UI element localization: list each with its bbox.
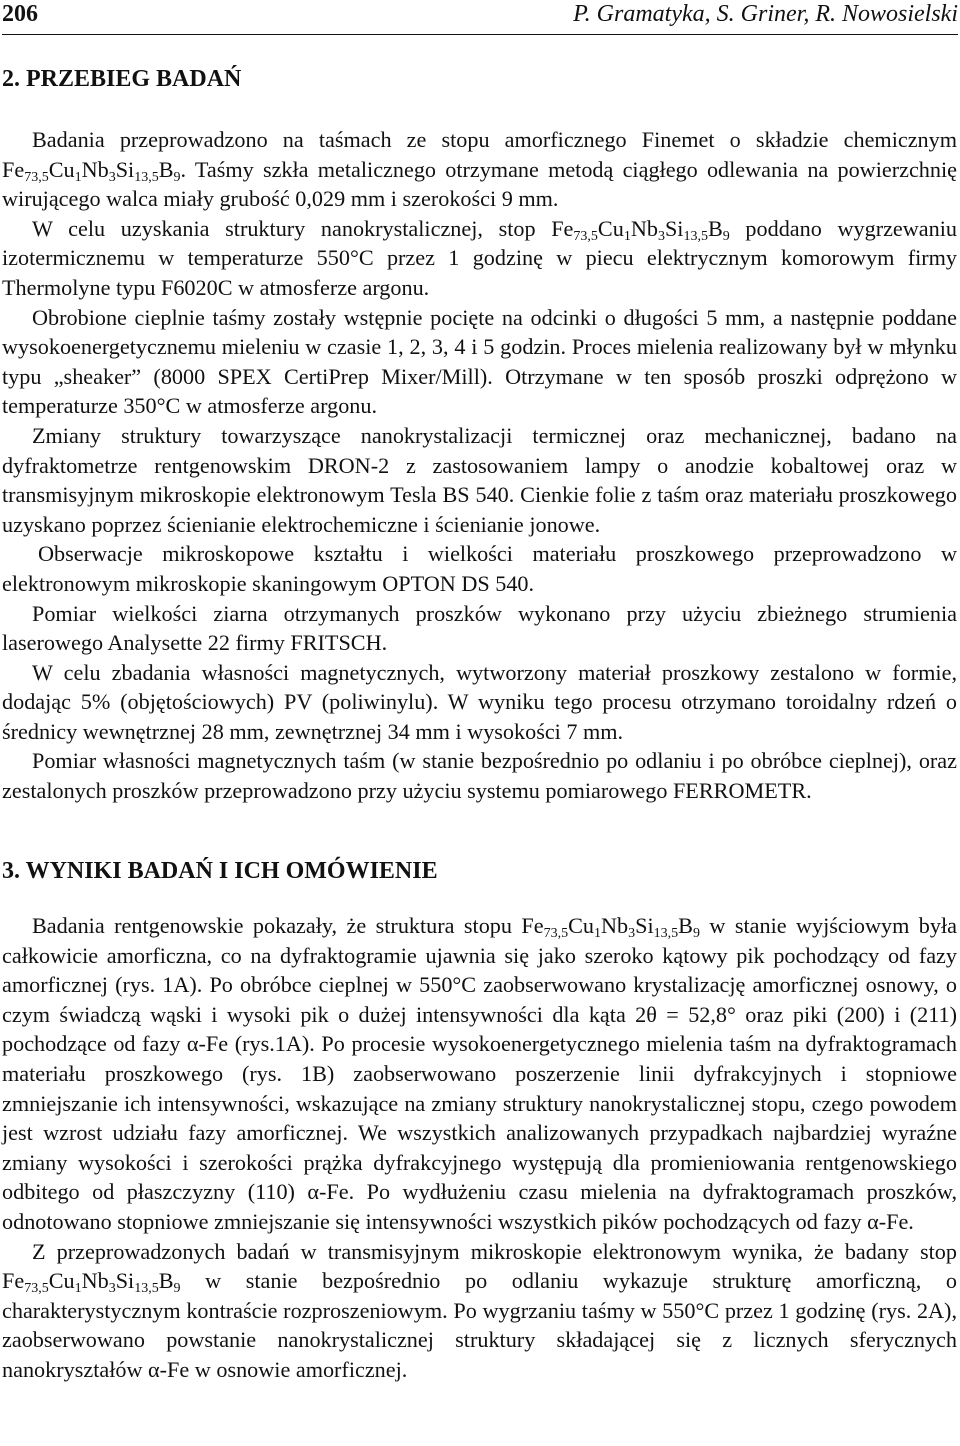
section-heading-results: 3. WYNIKI BADAŃ I ICH OMÓWIENIE <box>2 858 438 884</box>
paragraph: Badania przeprowadzono na taśmach ze stopu amorficznego Finemet o składzie chemicznym $Fe_{73,5}Cu_1Nb_3Si_{13,5}B_9$. Taśmy szkła metalicznego otrzymane metodą ciągłego odlewania na powierzchnię wirującego walca miały grubość 0,029 mm i szerokości 9 mm. <box>2 127 957 212</box>
paragraph: Obserwacje mikroskopowe kształtu i wielkości materiału proszkowego przeprowadzono w elektronowym mikroskopie skaningowym OPTON DS 540. <box>2 541 957 596</box>
section-body-results <box>2 911 957 1385</box>
paragraph: Obrobione cieplnie taśmy zostały wstępnie pocięte na odcinki o długości 5 mm, a następnie poddane wysokoenergetycznemu mieleniu w czasie 1, 2, 3, 4 i 5 godzin. Proces mielenia realizowany był w młynku typu „sheaker” (8000 SPEX CertiPrep Mixer/Mill). Otrzymane w ten sposób proszki odprężono w temperaturze 350°C w atmosferze argonu. <box>2 304 957 419</box>
paragraph: Pomiar własności magnetycznych taśm (w stanie bezpośrednio po odlaniu i po obróbce cieplnej), oraz zestalonych proszków przeprowadzono przy użyciu systemu pomiarowego FERROMETR. <box>2 748 957 804</box>
paragraph: W celu zbadania własności magnetycznych, wytworzony materiał proszkowy zestalono w formie, dodając 5% (objętościowych) PV (poliwinylu). W wyniku tego procesu otrzymano toroidalny rdzeń o średnicy wewnętrznej 28 mm, zewnętrznej 34 mm i wysokości 7 mm. <box>2 659 957 744</box>
paragraph: Z przeprowadzonych badań w transmisyjnym mikroskopie elektronowym wynika, że badany stop $Fe_{73,5}Cu_1Nb_3Si_{13,5}B_9$ w stanie bezpośrednio po odlaniu wykazuje strukturę amorficzną, o charakterystycznym kontraście rozproszeniowym. Po wygrzaniu taśmy w 550°C przez 1 godzinę (rys. 2A), zaobserwowano powstanie nanokrystalicznej struktury składającej się z licznych sferycznych nanokryształów α-Fe w osnowie amorficznej. <box>2 1238 957 1382</box>
page-number: 206 <box>2 1 38 27</box>
paragraph: Zmiany struktury towarzyszące nanokrystalizacji termicznej oraz mechanicznej, badano na dyfraktometrze rentgenowskim DRON-2 z zastosowaniem lampy o anodzie kobaltowej oraz w transmisyjnym mikroskopie elektronowym Tesla BS 540. Cienkie folie z taśm oraz materiału proszkowego uzyskano poprzez ścienianie elektrochemiczne i ścienianie jonowe. <box>2 422 957 537</box>
section-body-methods <box>2 125 957 806</box>
running-head-authors: P. Gramatyka, S. Griner, R. Nowosielski <box>573 1 958 27</box>
page-header <box>2 0 958 35</box>
paragraph: Pomiar wielkości ziarna otrzymanych proszków wykonano przy użyciu zbieżnego strumienia laserowego Analysette 22 firmy FRITSCH. <box>2 600 957 656</box>
paragraph: W celu uzyskania struktury nanokrystalicznej, stop $Fe_{73,5}Cu_1Nb_3Si_{13,5}B_9$ poddano wygrzewaniu izotermicznemu w temperaturze 550°C przez 1 godzinę w piecu elektrycznym komorowym firmy Thermolyne typu F6020C w atmosferze argonu. <box>2 215 958 300</box>
section-heading-methods: 2. PRZEBIEG BADAŃ <box>2 66 242 92</box>
paragraph: Badania rentgenowskie pokazały, że struktura stopu $Fe_{73,5}Cu_1Nb_3Si_{13,5}B_9$ w stanie wyjściowym była całkowicie amorficzna, co na dyfraktogramie ujawnia się jako szeroko kątowy pik pochodzący od fazy amorficznej (rys. 1A). Po obróbce cieplnej w 550°C zaobserwowano krystalizację amorficznej osnowy, o czym świadczą wąski i wysoki pik o dużej intensywności dla kąta 2θ = 52,8° oraz piki (200) i (211) pochodzące od fazy α-Fe (rys.1A). Po procesie wysokoenergetycznego mielenia taśm na dyfraktogramach materiału proszkowego (rys. 1B) zaobserwowano poszerzenie linii dyfrakcyjnych i stopniowe zmniejszanie ich intensywności, wskazujące na zmiany struktury nanokrystalicznej stopu, czego powodem jest wzrost udziału fazy amorficznej. We wszystkich analizowanych przypadkach najbardziej wyraźne zmiany wysokości i szerokości prążka dyfrakcyjnego występują dla promieniowania rentgenowskiego odbitego od płaszczyzny (110) α-Fe. Po wydłużeniu czasu mielenia na dyfraktogramach proszków, odnotowano stopniowe zmniejszanie się intensywności wszystkich pików pochodzących od fazy α-Fe. <box>2 913 958 1234</box>
